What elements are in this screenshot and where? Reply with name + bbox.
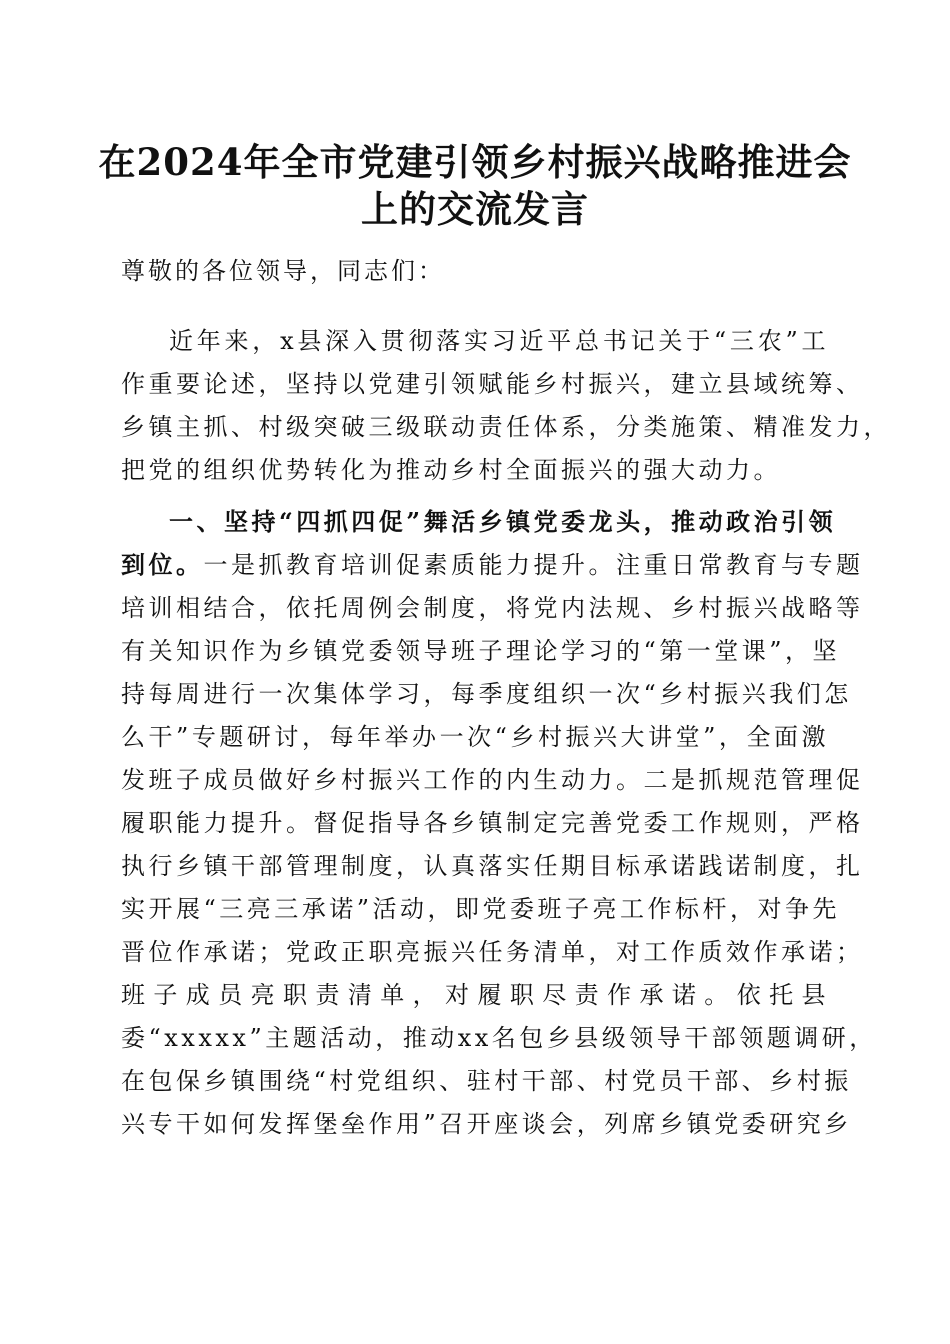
section-line: 发班子成员做好乡村振兴工作的内生动力。二是抓规范管理促 — [121, 766, 864, 794]
section-line: 实开展“三亮三承诺”活动，即党委班子亮工作标杆，对争先 — [121, 895, 841, 923]
salutation: 尊敬的各位领导，同志们： — [121, 257, 445, 285]
section-heading: 一、坚持“四抓四促”舞活乡镇党委龙头，推动政治引领 — [169, 507, 837, 536]
document-title-line-1: 在2024年全市党建引领乡村振兴战略推进会 — [98, 140, 852, 184]
intro-line: 乡镇主抓、村级突破三级联动责任体系，分类施策、精准发力， — [121, 413, 891, 441]
section-line: 培训相结合，依托周例会制度，将党内法规、乡村振兴战略等 — [121, 594, 864, 622]
section-line: 履职能力提升。督促指导各乡镇制定完善党委工作规则，严格 — [121, 809, 864, 837]
section-heading-end: 到位。 — [121, 550, 204, 579]
section-line: 兴专干如何发挥堡垒作用”召开座谈会，列席乡镇党委研究乡 — [121, 1110, 852, 1138]
section-text: 一是抓教育培训促素质能力提升。注重日常教育与专题 — [203, 551, 864, 579]
intro-line: 把党的组织优势转化为推动乡村全面振兴的强大动力。 — [121, 456, 781, 484]
intro-line: 近年来，x县深入贯彻落实习近平总书记关于“三农”工 — [169, 327, 829, 355]
section-line: 晋位作承诺；党政正职亮振兴任务清单，对工作质效作承诺； — [121, 938, 864, 966]
section-line — [121, 545, 864, 585]
intro-line: 作重要论述，坚持以党建引领赋能乡村振兴，建立县域统筹、 — [121, 370, 864, 398]
section-line: 班子成员亮职责清单，对履职尽责作承诺。依托县 — [121, 981, 829, 1009]
section-line: 委“xxxxx”主题活动，推动xx名包乡县级领导干部领题调研， — [121, 1024, 877, 1052]
section-line: 在包保乡镇围绕“村党组织、驻村干部、村党员干部、乡村振 — [121, 1067, 852, 1095]
section-line: 么干”专题研讨，每年举办一次“乡村振兴大讲堂”，全面激 — [121, 723, 829, 751]
document-title-line-2: 上的交流发言 — [361, 187, 589, 231]
section-line: 执行乡镇干部管理制度，认真落实任期目标承诺践诺制度，扎 — [121, 852, 864, 880]
section-line: 持每周进行一次集体学习，每季度组织一次“乡村振兴我们怎 — [121, 680, 852, 708]
section-line: 有关知识作为乡镇党委领导班子理论学习的“第一堂课”，坚 — [121, 637, 841, 665]
